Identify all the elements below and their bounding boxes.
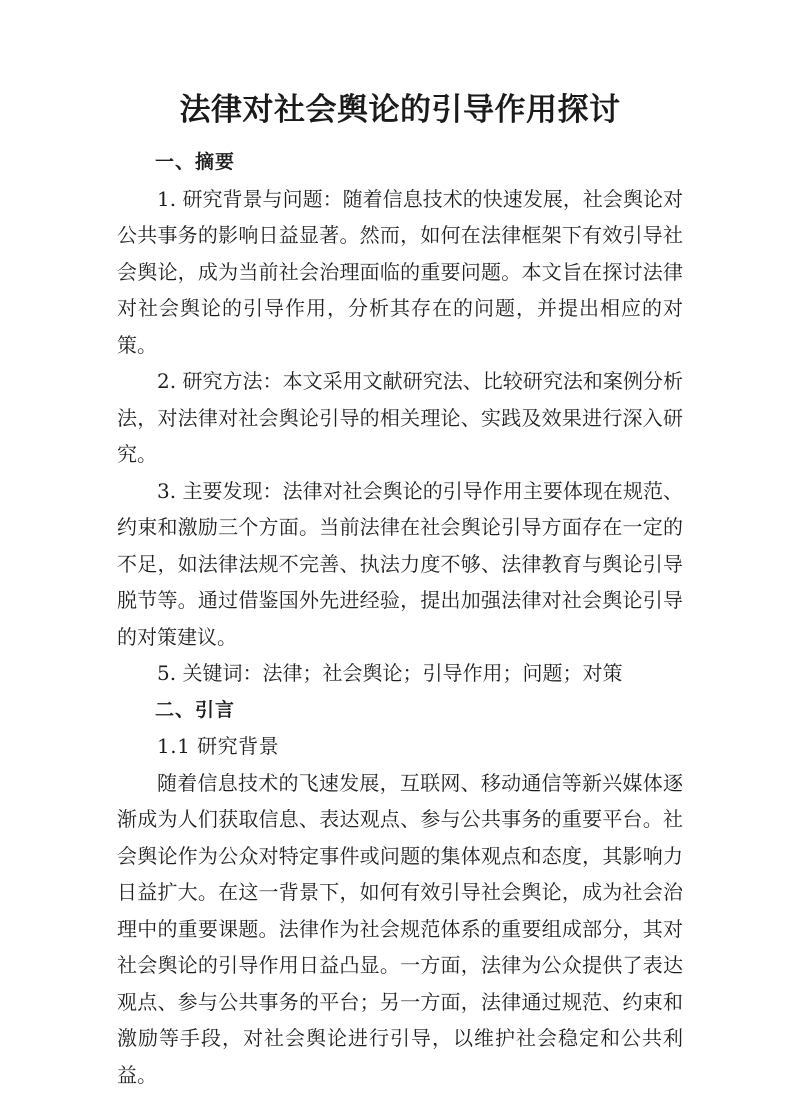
- subsection-heading-background: 1.1 研究背景: [117, 728, 683, 765]
- introduction-paragraph: 随着信息技术的飞速发展，互联网、移动通信等新兴媒体逐渐成为人们获取信息、表达观点、参与公共事务的重要平台。社会舆论作为公众对特定事件或问题的集体观点和态度，其影响力日益扩大。在这一背景下，如何有效引导社会舆论，成为社会治理中的重要课题。法律作为社会规范体系的重要组成部分，其对社会舆论的引导作用日益凸显。一方面，法律为公众提供了表达观点、参与公共事务的平台；另一方面，法律通过规范、约束和激励等手段，对社会舆论进行引导，以维护社会稳定和公共利益。: [117, 765, 683, 1093]
- abstract-item-methods: 2. 研究方法：本文采用文献研究法、比较研究法和案例分析法，对法律对社会舆论引导的相关理论、实践及效果进行深入研究。: [117, 363, 683, 473]
- abstract-item-background: 1. 研究背景与问题：随着信息技术的快速发展，社会舆论对公共事务的影响日益显著。然而，如何在法律框架下有效引导社会舆论，成为当前社会治理面临的重要问题。本文旨在探讨法律对社会舆论的引导作用，分析其存在的问题，并提出相应的对策。: [117, 181, 683, 364]
- section-heading-introduction: 二、引言: [117, 692, 683, 729]
- section-heading-abstract: 一、摘要: [117, 144, 683, 181]
- abstract-item-findings: 3. 主要发现：法律对社会舆论的引导作用主要体现在规范、约束和激励三个方面。当前法律在社会舆论引导方面存在一定的不足，如法律法规不完善、执法力度不够、法律教育与舆论引导脱节等。通过借鉴国外先进经验，提出加强法律对社会舆论引导的对策建议。: [117, 473, 683, 656]
- abstract-item-keywords: 5. 关键词：法律；社会舆论；引导作用；问题；对策: [117, 655, 683, 692]
- page-title: 法律对社会舆论的引导作用探讨: [0, 88, 800, 132]
- document-body: [117, 144, 683, 1093]
